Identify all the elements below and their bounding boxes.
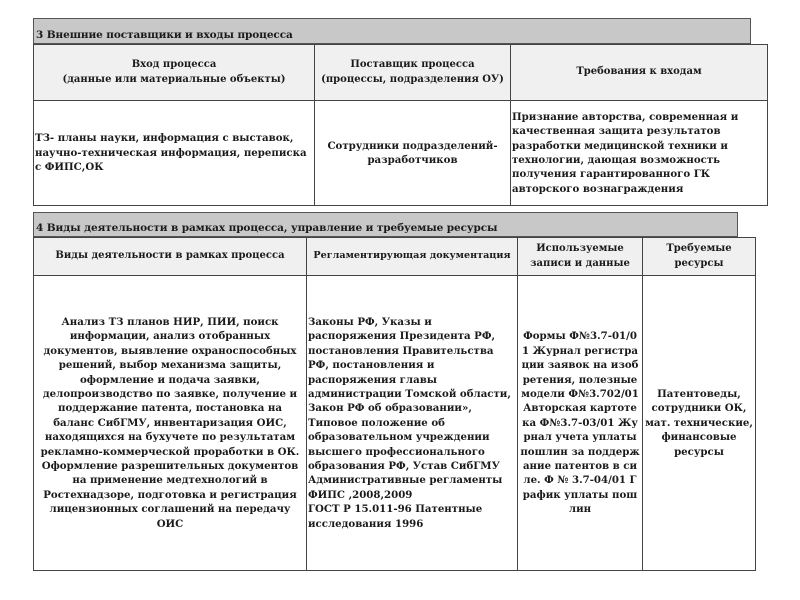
table-header-row xyxy=(34,45,768,101)
table-row xyxy=(34,276,756,571)
header-records: Используемые записи и данные xyxy=(518,238,643,276)
header-activities: Виды деятельности в рамках процесса xyxy=(34,238,307,276)
section-3-title-bar xyxy=(33,18,751,45)
activities-table xyxy=(33,237,756,571)
cell-records: Формы Ф№3.7-01/01 Журнал регистрации заявок на изобретения, полезные модели Ф№3.702/01Авторская картотека Ф№3.7-03/01 Журнал учета уплаты пошлин за поддержание патентов в силе. Ф № 3.7-04/01 График уплаты пошлин xyxy=(518,276,643,571)
section-3-title: 3 Внешние поставщики и входы процесса xyxy=(36,29,293,41)
table-row xyxy=(34,101,768,206)
header-resources: Требуемые ресурсы xyxy=(643,238,756,276)
table-header-row xyxy=(34,238,756,276)
header-input-requirements: Требования к входам xyxy=(511,45,768,101)
cell-process-input: ТЗ- планы науки, информация с выставок, научно-техническая информация, переписка с ФИПС,ОК xyxy=(34,101,315,206)
cell-documentation: Законы РФ, Указы и распоряжения Президента РФ, постановления Правительства РФ, постановления и распоряжения главы администрации Томской области, Закон РФ об образовании», Типовое положение об образовательном учреждении высшего профессионального образования РФ, Устав СибГМУ Административные регламенты ФИПС ,2008,2009 ГОСТ Р 15.011-96 Патентные исследования 1996 xyxy=(307,276,518,571)
header-process-input: Вход процесса (данные или материальные объекты) xyxy=(34,45,315,101)
cell-input-requirements: Признание авторства, современная и качественная защита результатов разработки медицинской техники и технологии, дающая возможность получения гарантированного ГК авторского вознаграждения xyxy=(511,101,768,206)
header-documentation: Регламентирующая документация xyxy=(307,238,518,276)
external-suppliers-table xyxy=(33,44,768,206)
cell-activities: Анализ ТЗ планов НИР, ПИИ, поиск информации, анализ отобранных документов, выявление охраноспособных решений, выбор механизма защиты, оформление и подача заявки, делопроизводство по заявке, получение и поддержание патента, постановка на баланс СибГМУ, инвентаризация ОИС, находящихся на бухучете по результатам рекламно-коммерческой проработки в ОК. Оформление разрешительных документов на применение медтехнологий в Ростехнадзоре, подготовка и регистрация лицензионных соглашений на передачу ОИС xyxy=(34,276,307,571)
cell-process-supplier: Сотрудники подразделений- разработчиков xyxy=(315,101,511,206)
header-process-supplier: Поставщик процесса (процессы, подразделения ОУ) xyxy=(315,45,511,101)
section-4-title-bar xyxy=(33,212,738,238)
section-4-title: 4 Виды деятельности в рамках процесса, управление и требуемые ресурсы xyxy=(36,222,498,234)
cell-resources: Патентоведы, сотрудники ОК, мат. технические, финансовые ресурсы xyxy=(643,276,756,571)
